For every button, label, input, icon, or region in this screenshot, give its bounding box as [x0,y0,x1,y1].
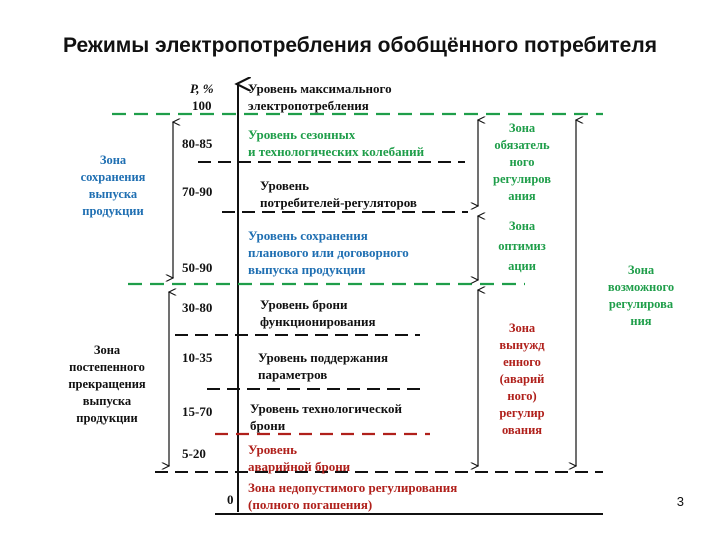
level-unacceptable-text: Зона недопустимого регулирования (полного погашения) [248,480,458,512]
level-armor-text: Уровень брони функционирования [260,297,376,329]
level-max-text: Уровень максимального электропотребления [248,81,392,113]
axis-zero: 0 [227,492,234,507]
range-label: 15-70 [182,404,213,419]
axis-top-value: 100 [192,98,212,113]
zone-optimization-label: Зона оптимиз ации [498,219,546,273]
zone-gradual-stop-label: Зона постепенного прекращения выпуска продукции [68,343,146,425]
range-label: 10-35 [182,350,213,365]
level-seasonal-text: Уровень сезонных и технологических колебаний [248,127,425,159]
level-tech-armor-text: Уровень технологической брони [250,401,403,433]
range-label: 70-90 [182,184,213,199]
level-emergency-armor-text: Уровень аварийной брони [248,442,351,474]
zone-preservation-label: Зона сохранения выпуска продукции [80,153,146,218]
page-number: 3 [676,494,684,509]
range-label: 30-80 [182,300,213,315]
range-label: 50-90 [182,260,213,275]
level-maintenance-text: Уровень поддержания параметров [258,350,388,382]
axis-label: P, % [190,81,214,96]
range-label: 5-20 [182,446,206,461]
level-preservation-text: Уровень сохранения планового или договорного выпуска продукции [248,228,409,277]
zone-possible-label: Зона возможного регулирова ния [607,263,675,328]
zone-mandatory-label: Зона обязатель ного регулиров ания [493,121,551,203]
zone-forced-label: Зона вынужд енного (аварий ного) регулир ования [499,321,545,437]
range-label: 80-85 [182,136,213,151]
page-title: Режимы электропотребления обобщённого потребителя [63,34,657,57]
level-regulators-text: Уровень потребителей-регуляторов [260,178,417,210]
